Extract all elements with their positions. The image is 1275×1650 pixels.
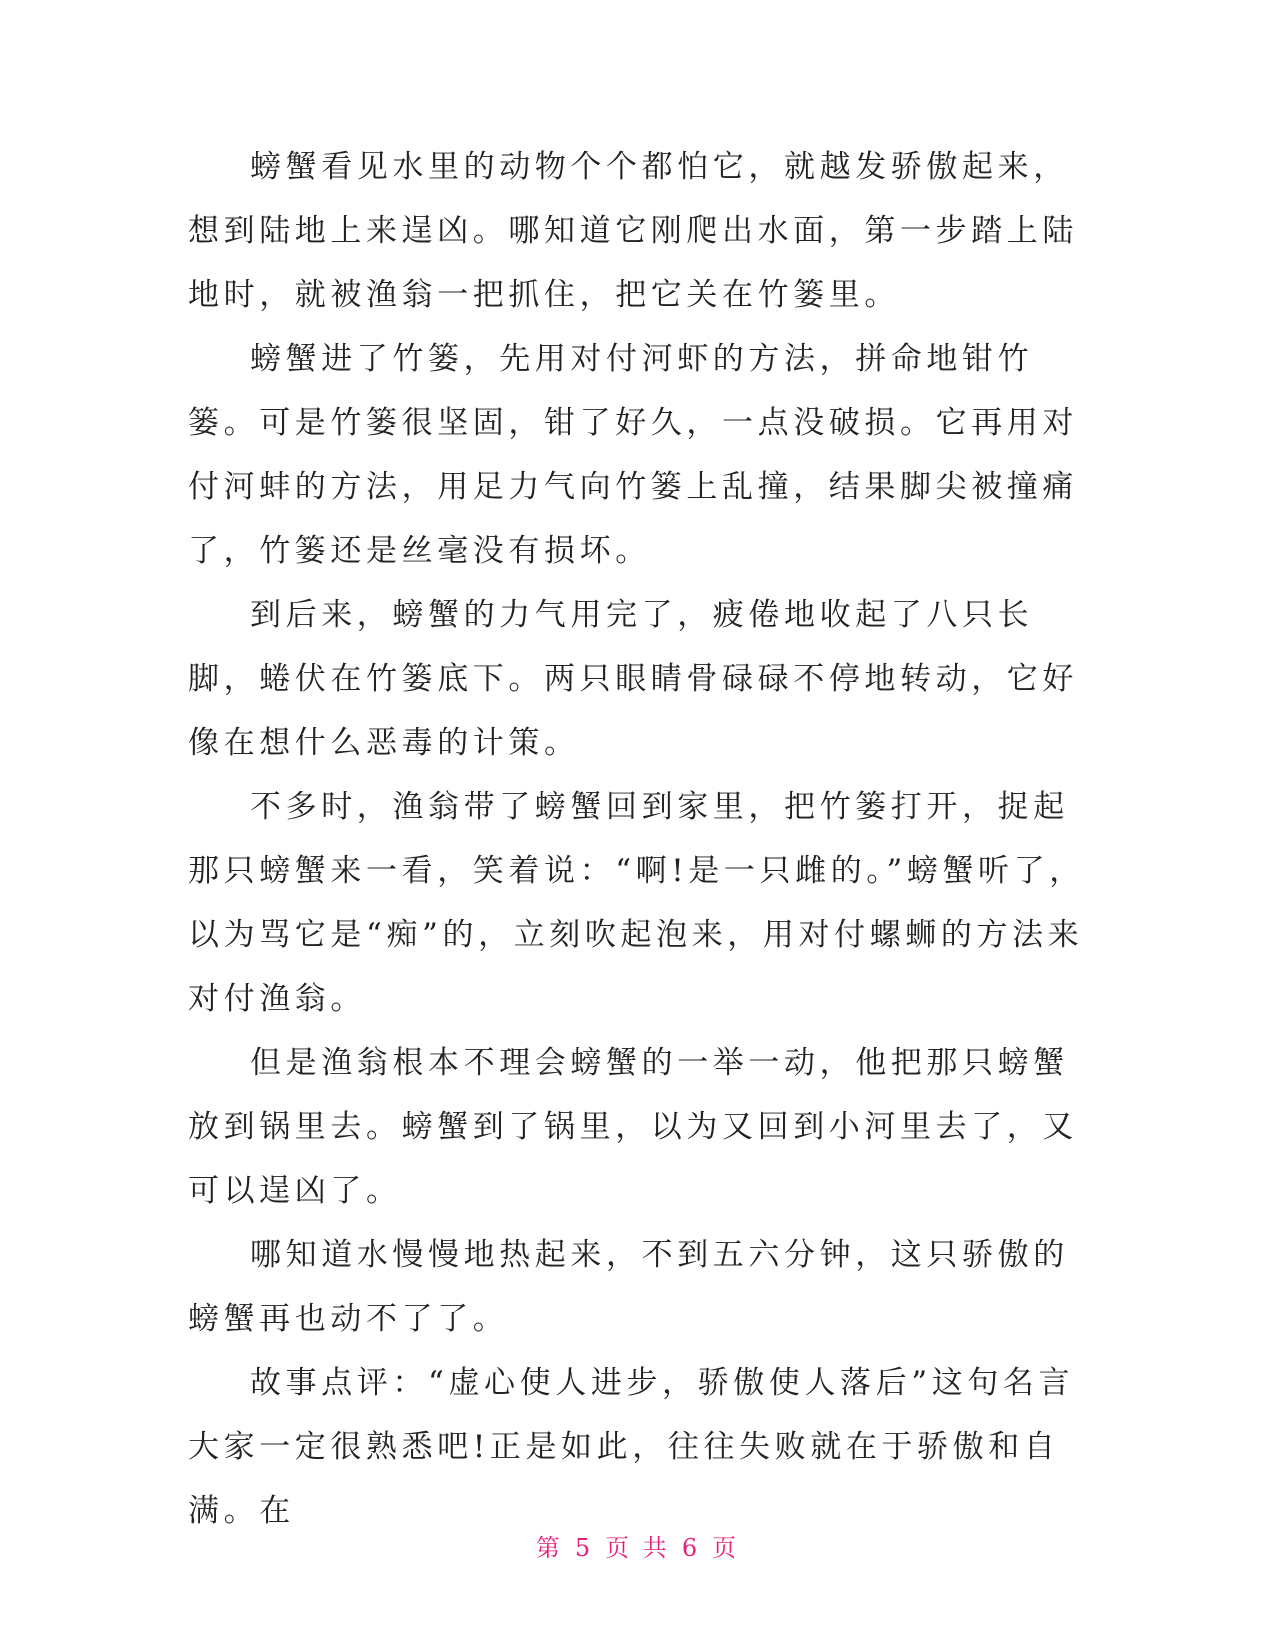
paragraph-5: 但是渔翁根本不理会螃蟹的一举一动，他把那只螃蟹放到锅里去。螃蟹到了锅里，以为又回到小河里去了，又可以逞凶了。 — [188, 1045, 1078, 1209]
paragraph-3: 到后来，螃蟹的力气用完了，疲倦地收起了八只长脚，蜷伏在竹篓底下。两只眼睛骨碌碌不停地转动，它好像在想什么恶毒的计策。 — [188, 597, 1078, 761]
footer-total-pages: 6 — [681, 1534, 701, 1562]
footer-middle: 页 共 — [605, 1534, 670, 1562]
paragraph-7: 故事点评：“虚心使人进步，骄傲使人落后”这句名言大家一定很熟悉吧!正是如此，往往失败就在于骄傲和自满。在 — [188, 1365, 1075, 1529]
footer-page-number: 5 — [574, 1534, 594, 1562]
footer-suffix: 页 — [712, 1534, 740, 1562]
page-footer — [0, 1528, 1275, 1563]
footer-prefix: 第 — [535, 1534, 563, 1562]
paragraph-1: 螃蟹看见水里的动物个个都怕它，就越发骄傲起来，想到陆地上来逞凶。哪知道它刚爬出水面，第一步踏上陆地时，就被渔翁一把抓住，把它关在竹篓里。 — [188, 149, 1078, 313]
paragraph-6: 哪知道水慢慢地热起来，不到五六分钟，这只骄傲的螃蟹再也动不了了。 — [188, 1237, 1069, 1337]
document-body — [188, 135, 1088, 1543]
paragraph-2: 螃蟹进了竹篓，先用对付河虾的方法，拼命地钳竹篓。可是竹篓很坚固，钳了好久，一点没破损。它再用对付河蚌的方法，用足力气向竹篓上乱撞，结果脚尖被撞痛了，竹篓还是丝毫没有损坏。 — [188, 341, 1078, 569]
paragraph-4: 不多时，渔翁带了螃蟹回到家里，把竹篓打开，捉起那只螃蟹来一看，笑着说：“啊!是一只雌的。”螃蟹听了，以为骂它是“痴”的，立刻吹起泡来，用对付螺蛳的方法来对付渔翁。 — [188, 789, 1085, 1017]
